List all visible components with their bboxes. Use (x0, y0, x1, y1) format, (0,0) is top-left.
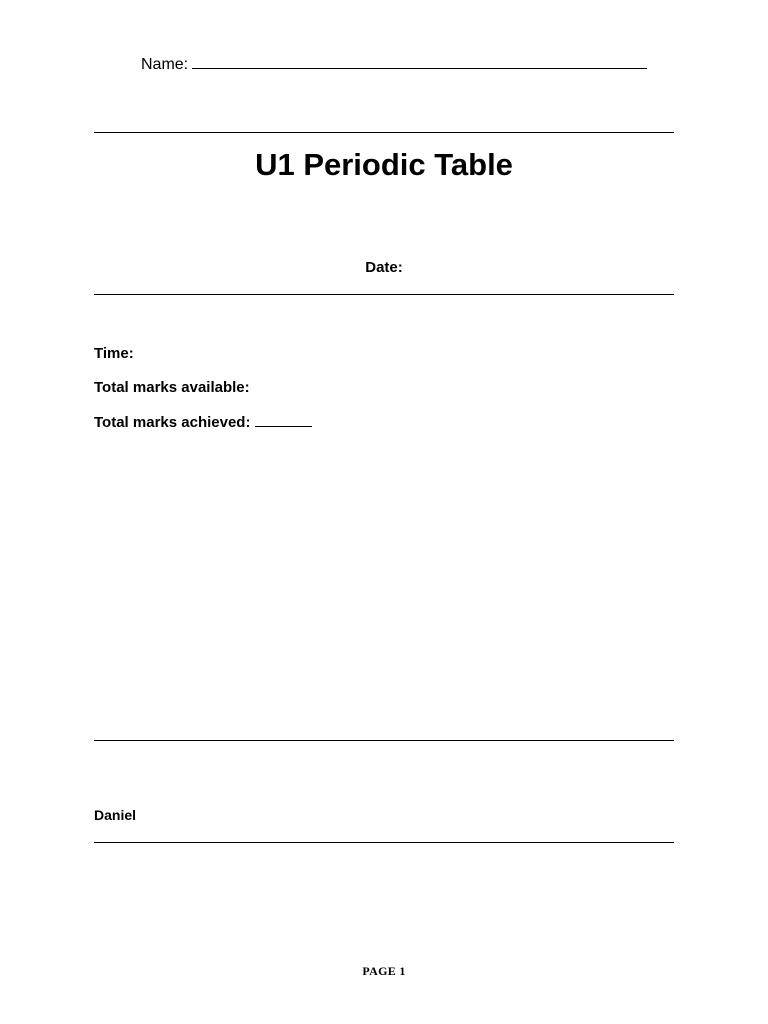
marks-achieved-blank-line[interactable] (255, 413, 312, 427)
name-label: Name: (141, 56, 189, 73)
author-top-divider (94, 740, 674, 741)
author-bottom-divider (94, 842, 674, 843)
date-divider (94, 294, 674, 295)
time-label: Time: (94, 345, 134, 362)
name-blank-line[interactable] (192, 54, 647, 69)
marks-achieved-field (94, 413, 312, 431)
author-name: Daniel (94, 807, 137, 823)
marks-available-label: Total marks available: (94, 379, 250, 396)
document-title: U1 Periodic Table (255, 147, 513, 182)
name-field (141, 54, 647, 74)
page-number: PAGE 1 (362, 964, 406, 978)
top-divider (94, 132, 674, 133)
marks-achieved-label: Total marks achieved: (94, 414, 251, 431)
date-label: Date: (365, 259, 403, 276)
